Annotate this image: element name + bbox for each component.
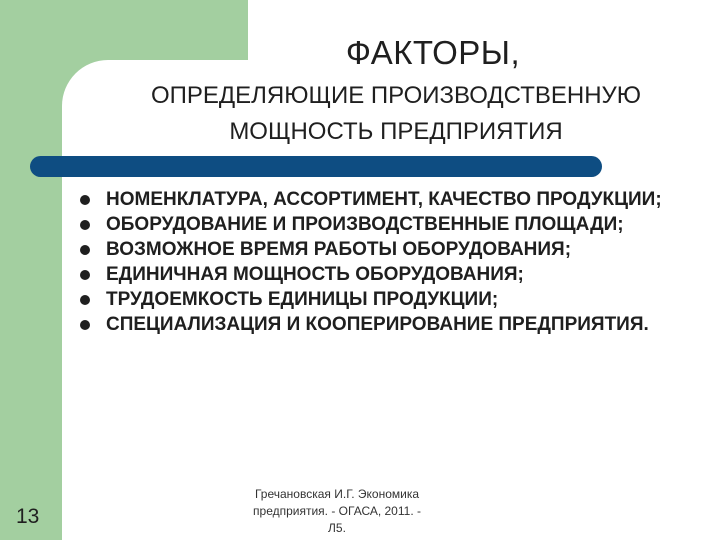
subtitle-line-1: ОПРЕДЕЛЯЮЩИЕ ПРОИЗВОДСТВЕННУЮ bbox=[150, 82, 642, 109]
slide-title: ФАКТОРЫ, bbox=[345, 34, 521, 71]
slide-subtitle bbox=[72, 78, 720, 150]
bullet-icon bbox=[80, 270, 90, 280]
footer-line-3: Л5. bbox=[328, 521, 346, 535]
bullet-icon bbox=[80, 220, 90, 230]
list-item bbox=[78, 188, 678, 211]
list-item-text: НОМЕНКЛАТУРА, АССОРТИМЕНТ, КАЧЕСТВО ПРОДУКЦИИ; bbox=[106, 189, 662, 210]
footer-citation bbox=[232, 486, 442, 537]
list-item bbox=[78, 238, 678, 261]
list-item-text: СПЕЦИАЛИЗАЦИЯ И КООПЕРИРОВАНИЕ ПРЕДПРИЯТИЯ. bbox=[106, 314, 649, 335]
list-item-text: ВОЗМОЖНОЕ ВРЕМЯ РАБОТЫ ОБОРУДОВАНИЯ; bbox=[106, 239, 572, 260]
subtitle-line-2: МОЩНОСТЬ ПРЕДПРИЯТИЯ bbox=[229, 118, 563, 145]
list-item bbox=[78, 213, 678, 236]
green-top-band bbox=[0, 0, 248, 60]
list-item bbox=[78, 263, 678, 286]
list-item-text: ТРУДОЕМКОСТЬ ЕДИНИЦЫ ПРОДУКЦИИ; bbox=[106, 289, 499, 310]
footer-line-1: Гречановская И.Г. Экономика bbox=[254, 487, 420, 501]
bullet-icon bbox=[80, 295, 90, 305]
list-item bbox=[78, 313, 678, 336]
factor-list bbox=[78, 188, 678, 338]
bullet-icon bbox=[80, 195, 90, 205]
list-item bbox=[78, 288, 678, 311]
bullet-icon bbox=[80, 245, 90, 255]
title-divider-bar bbox=[30, 156, 602, 177]
page-number: 13 bbox=[16, 505, 40, 528]
bullet-icon bbox=[80, 320, 90, 330]
list-item-text: ЕДИНИЧНАЯ МОЩНОСТЬ ОБОРУДОВАНИЯ; bbox=[106, 264, 524, 285]
footer-line-2: предприятия. - ОГАСА, 2011. - bbox=[253, 504, 421, 518]
list-item-text: ОБОРУДОВАНИЕ И ПРОИЗВОДСТВЕННЫЕ ПЛОЩАДИ; bbox=[106, 214, 624, 235]
